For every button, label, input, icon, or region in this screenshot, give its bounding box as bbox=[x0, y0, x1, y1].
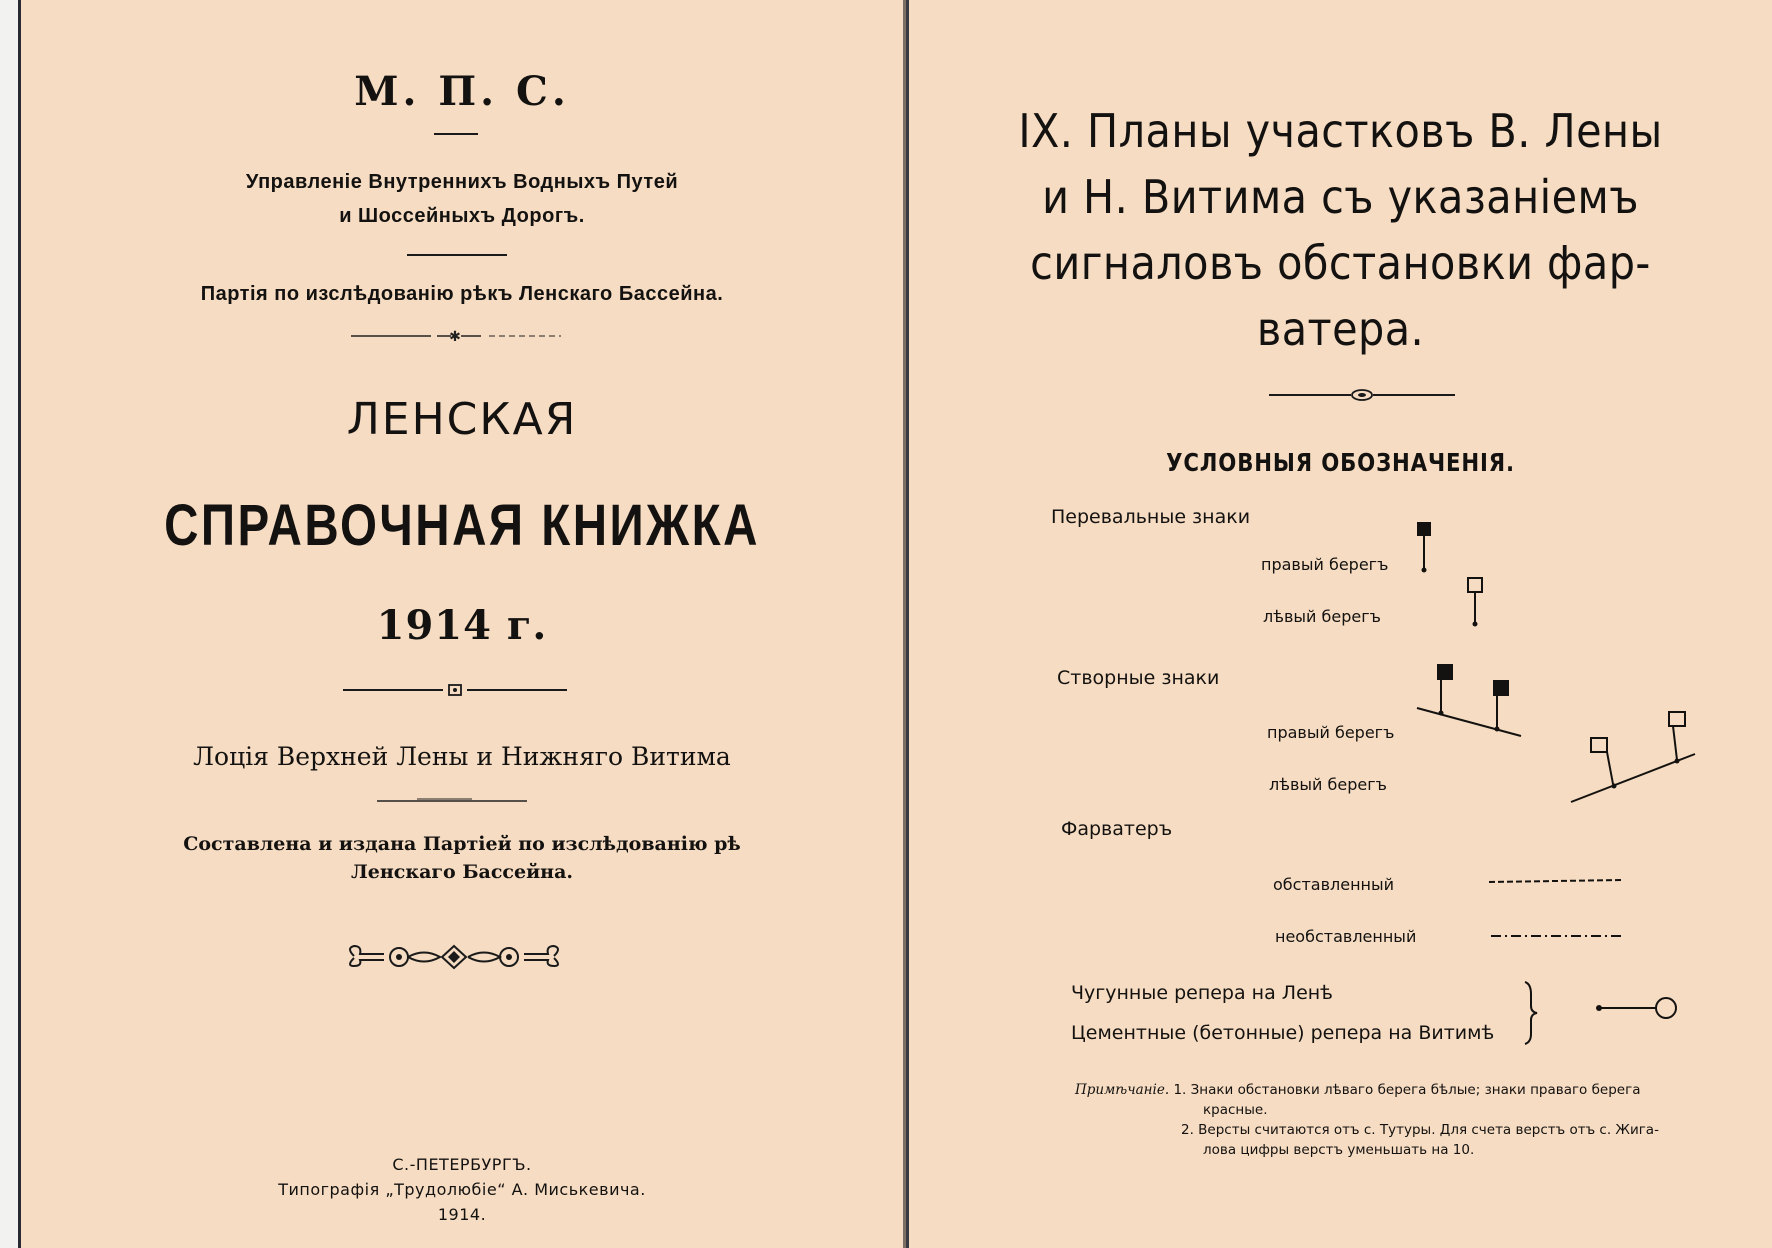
ornament-diamond-divider bbox=[343, 682, 567, 698]
legend-label-range-signs: Створные знаки bbox=[1057, 667, 1220, 689]
book-year: 1914 г. bbox=[376, 602, 548, 649]
ministry-abbreviation: М. П. С. bbox=[354, 68, 570, 115]
imprint-year: 1914. bbox=[437, 1205, 487, 1224]
title-page bbox=[18, 0, 903, 1248]
ornament-floral-scroll bbox=[344, 940, 564, 972]
section-title-line-1: IX. Планы участковъ В. Лены bbox=[1018, 104, 1663, 158]
imprint-city: С.-ПЕТЕРБУРГЪ. bbox=[392, 1155, 532, 1174]
divider-medium bbox=[407, 254, 507, 256]
legend-label-crossing-left-bank: лѣвый берегъ bbox=[1263, 607, 1381, 626]
imprint-printer: Типографія „Трудолюбіе“ А. Миськевича. bbox=[278, 1180, 646, 1199]
book-subject: Лоція Верхней Лены и Нижняго Витима bbox=[193, 742, 731, 771]
svg-text:✱: ✱ bbox=[449, 329, 461, 344]
note-1-line-2: красные. bbox=[1203, 1102, 1268, 1118]
section-title-line-2: и Н. Витима съ указаніемъ bbox=[1042, 170, 1639, 224]
legend-label-fairway-marked: обставленный bbox=[1273, 875, 1395, 894]
note-1-text: 1. Знаки обстановки лѣваго берега бѣлые; знаки праваго берега bbox=[1173, 1082, 1641, 1098]
fairway-unmarked-line-icon bbox=[1489, 930, 1629, 942]
divider-short bbox=[434, 133, 478, 135]
compiled-line-1: Составлена и издана Партіей по изслѣдованію рѣ bbox=[183, 833, 741, 855]
legend-label-range-left-bank: лѣвый берегъ bbox=[1269, 775, 1387, 794]
range-sign-right-bank-icon bbox=[1415, 658, 1525, 738]
legend-label-crossing-right-bank: правый берегъ bbox=[1261, 555, 1389, 574]
section-title-line-3: сигналовъ обстановки фар- bbox=[1030, 236, 1651, 290]
party-name: Партія по изслѣдованію рѣкъ Ленскаго Бассейна. bbox=[200, 283, 724, 305]
legend-label-fairway-unmarked: необставленный bbox=[1275, 927, 1417, 946]
legend-label-crossing-signs: Перевальные знаки bbox=[1051, 506, 1251, 528]
brace-icon bbox=[1521, 980, 1541, 1046]
legend-label-fairway: Фарватеръ bbox=[1061, 818, 1173, 840]
fairway-marked-line-icon bbox=[1487, 876, 1627, 888]
compiled-line-2: Ленскаго Бассейна. bbox=[350, 861, 574, 883]
ornament-star-divider bbox=[351, 328, 561, 344]
note-2-line-1: 2. Версты считаются отъ с. Тутуры. Для счета верстъ отъ с. Жига- bbox=[1181, 1122, 1659, 1138]
legend-label-benchmark-vitim: Цементные (бетонные) репера на Витимѣ bbox=[1071, 1022, 1495, 1044]
legend-heading: УСЛОВНЫЯ ОБОЗНАЧЕНІЯ. bbox=[1166, 448, 1515, 477]
administration-line-2: и Шоссейныхъ Дорогъ. bbox=[339, 205, 585, 227]
range-sign-left-bank-icon bbox=[1569, 708, 1697, 804]
book-title-line-2: СПРАВОЧНАЯ КНИЖКА bbox=[164, 493, 760, 558]
section-divider bbox=[1269, 388, 1455, 402]
book-title-line-1: ЛЕНСКАЯ bbox=[346, 394, 578, 445]
section-title-line-4: ватера. bbox=[1256, 302, 1425, 356]
legend-label-benchmark-lena: Чугунные репера на Ленѣ bbox=[1071, 982, 1333, 1004]
note-key: Примѣчаніе. bbox=[1075, 1082, 1170, 1098]
note-2-line-2: лова цифры верстъ уменьшать на 10. bbox=[1203, 1142, 1475, 1158]
crossing-sign-right-bank-icon bbox=[1414, 518, 1434, 574]
legend-page bbox=[906, 0, 1772, 1248]
benchmark-icon bbox=[1595, 994, 1679, 1022]
administration-line-1: Управленіе Внутреннихъ Водныхъ Путей bbox=[245, 171, 679, 193]
crossing-sign-left-bank-icon bbox=[1465, 574, 1485, 630]
note-1-line-1 bbox=[1075, 1080, 1640, 1100]
legend-label-range-right-bank: правый берегъ bbox=[1267, 723, 1395, 742]
ornament-line-divider bbox=[377, 796, 527, 806]
